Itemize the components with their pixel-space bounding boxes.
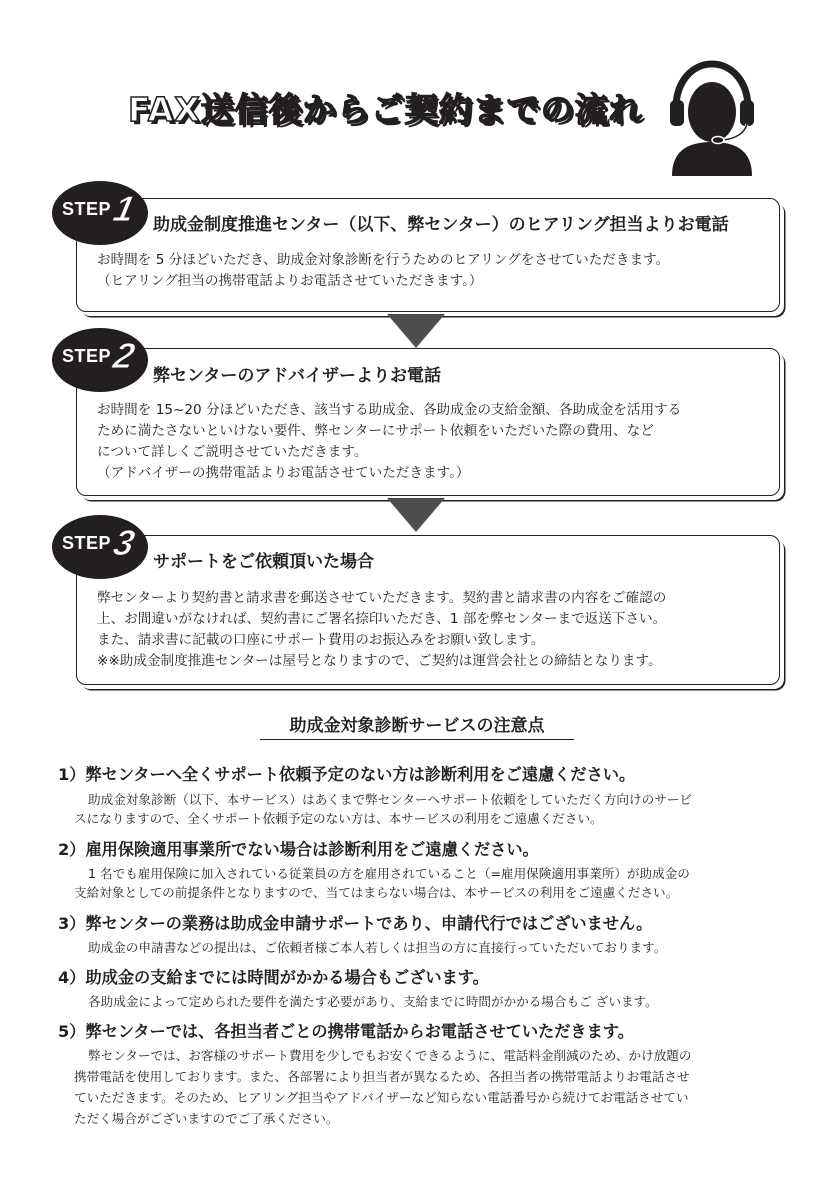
notes-title: 助成金対象診断サービスの注意点 bbox=[260, 713, 574, 740]
step-1-body-line-1: お時間を 5 分ほどいただき、助成金対象診断を行うためのヒアリングをさせていただきます。 bbox=[97, 252, 670, 268]
note-1-body-line-1: 助成金対象診断（以下、本サービス）はあくまで弊センターへサポート依頼をしていただく方向けのサービ bbox=[88, 792, 692, 807]
step-2-body-line-4: （アドバイザーの携帯電話よりお電話させていただきます。） bbox=[97, 465, 470, 481]
step-badge-number: 1 bbox=[109, 188, 139, 229]
step-3-body-line-2: 上、お間違いがなければ、契約書にご署名捺印いただき、1 部を弊センターまで返送下さい。 bbox=[97, 611, 667, 627]
step-3-body-line-3: また、請求書に記載の口座にサポート費用のお振込みをお願い致します。 bbox=[97, 632, 545, 648]
note-2-body-line-2: 支給対象としての前提条件となりますので、当てはまらない場合は、本サービスの利用をご遠慮ください。 bbox=[74, 885, 679, 900]
triangle-down-icon bbox=[387, 498, 445, 532]
step-badge-label: STEP bbox=[62, 199, 112, 219]
note-5-body-line-1: 弊センターでは、お客様のサポート費用を少しでもお安くできるように、電話料金削減のため、かけ放題の bbox=[88, 1048, 692, 1063]
step-3-body-line-4: ※※助成金制度推進センターは屋号となりますので、ご契約は運営会社との締結となります。 bbox=[97, 653, 662, 669]
page-title: FAX送信後からご契約までの流れ bbox=[128, 90, 643, 129]
step-2-box bbox=[76, 348, 780, 496]
note-4-heading: 4）助成金の支給までには時間がかかる場合もございます。 bbox=[58, 968, 489, 987]
note-5-heading: 5）弊センターでは、各担当者ごとの携帯電話からお電話させていただきます。 bbox=[58, 1022, 634, 1041]
triangle-down-icon bbox=[387, 314, 445, 348]
note-2-heading: 2）雇用保険適用事業所でない場合は診断利用をご遠慮ください。 bbox=[58, 840, 539, 859]
step-3-heading: サポートをご依頼頂いた場合 bbox=[153, 552, 374, 572]
step-2-badge bbox=[52, 328, 148, 392]
step-2-body-line-2: ために満たさないといけない要件、弊センターにサポート依頼をいただいた際の費用、など bbox=[97, 423, 654, 439]
step-1-body-line-2: （ヒアリング担当の携帯電話よりお電話させていただきます。） bbox=[97, 273, 483, 289]
note-5-body-line-4: ただく場合がございますのでご了承ください。 bbox=[74, 1111, 339, 1126]
step-badge-label: STEP bbox=[62, 533, 112, 553]
headset-operator-icon bbox=[664, 56, 760, 176]
step-2-heading: 弊センターのアドバイザーよりお電話 bbox=[153, 366, 441, 386]
note-5-body-line-3: ていただきます。そのため、ヒアリング担当やアドバイザーなど知らない電話番号から続けてお電話させてい bbox=[74, 1090, 689, 1105]
step-2-body-line-3: について詳しくご説明させていただきます。 bbox=[97, 444, 368, 460]
note-4-body-line-1: 各助成金によって定められた要件を満たす必要があり、支給までに時間がかかる場合もご ざいます。 bbox=[88, 994, 658, 1009]
step-3-badge bbox=[52, 515, 148, 579]
step-1-heading: 助成金制度推進センター（以下、弊センター）のヒアリング担当よりお電話 bbox=[153, 215, 729, 235]
step-badge-number: 2 bbox=[109, 335, 139, 376]
step-1-badge bbox=[52, 181, 148, 245]
note-1-body-line-2: スになりますので、全くサポート依頼予定のない方は、本サービスの利用をご遠慮ください。 bbox=[74, 811, 603, 826]
step-badge-number: 3 bbox=[109, 522, 139, 563]
step-2-body-line-1: お時間を 15~20 分ほどいただき、該当する助成金、各助成金の支給金額、各助成金を活用する bbox=[97, 402, 682, 418]
note-5-body-line-2: 携帯電話を使用しております。また、各部署により担当者が異なるため、各担当者の携帯電話よりお電話させ bbox=[74, 1069, 690, 1084]
note-1-heading: 1）弊センターへ全くサポート依頼予定のない方は診断利用をご遠慮ください。 bbox=[58, 765, 636, 784]
step-3-box bbox=[76, 535, 780, 685]
note-3-body-line-1: 助成金の申請書などの提出は、ご依頼者様ご本人若しくは担当の方に直接行っていただいております。 bbox=[88, 940, 667, 955]
note-2-body-line-1: 1 名でも雇用保険に加入されている従業員の方を雇用されていること（=雇用保険適用事業所）が助成金の bbox=[88, 866, 690, 881]
step-1-box bbox=[76, 198, 780, 312]
note-3-heading: 3）弊センターの業務は助成金申請サポートであり、申請代行ではございません。 bbox=[58, 914, 653, 933]
step-3-body-line-1: 弊センターより契約書と請求書を郵送させていただきます。契約書と請求書の内容をご確認の bbox=[97, 590, 667, 606]
step-badge-label: STEP bbox=[62, 346, 112, 366]
